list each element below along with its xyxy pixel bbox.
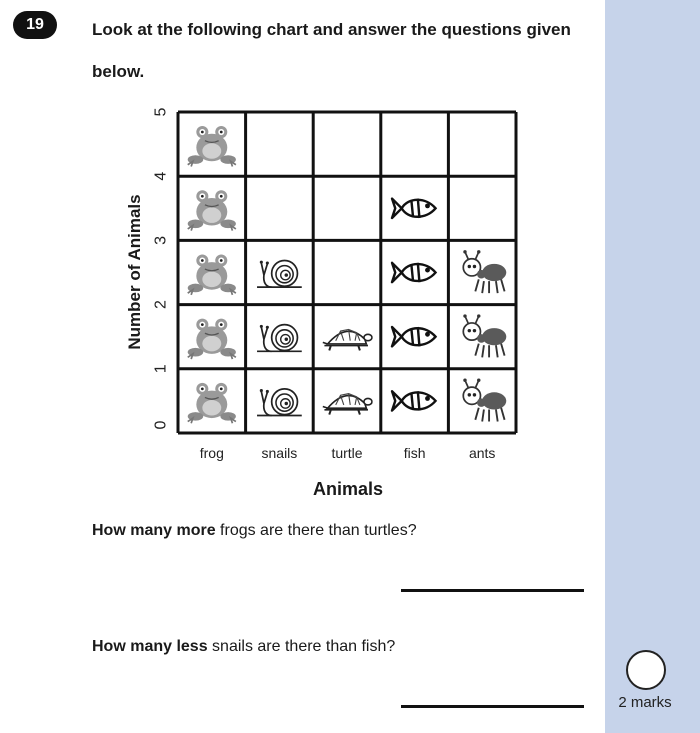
turtle-icon [323, 394, 372, 415]
x-category-label: fish [403, 445, 426, 461]
x-category-label: ants [468, 445, 496, 461]
question-1 [92, 522, 417, 540]
question-2-emphasis: How many less [92, 638, 208, 655]
ant-icon [463, 250, 506, 293]
marks-label: 2 marks [618, 694, 672, 711]
ant-icon [463, 314, 506, 357]
question-number-badge: 19 [13, 11, 57, 39]
snail-icon [257, 260, 302, 287]
answer-line-2[interactable] [401, 705, 584, 708]
y-tick-label: 3 [152, 235, 170, 245]
x-axis-title: Animals [312, 479, 384, 499]
y-tick-label: 2 [152, 300, 170, 310]
question-2 [92, 638, 395, 656]
snail-icon [257, 389, 302, 416]
frog-icon [188, 254, 236, 294]
question-2-text: snails are there than fish? [207, 638, 396, 655]
question-1-emphasis: How many more [92, 522, 216, 539]
fish-icon [392, 263, 436, 282]
prompt-line-2: below. [92, 62, 145, 81]
x-category-label: frog [199, 445, 224, 461]
ant-icon [463, 379, 506, 422]
fish-icon [392, 199, 436, 218]
prompt-line-1: Look at the following chart and answer the questions given [92, 20, 571, 39]
margin-sidebar [605, 0, 700, 733]
frog-icon [188, 383, 236, 423]
snail-icon [257, 325, 302, 352]
marks-circle[interactable] [626, 650, 666, 690]
frog-icon [188, 126, 236, 166]
answer-line-1[interactable] [401, 589, 584, 592]
y-tick-label: 5 [152, 107, 170, 117]
frog-icon [188, 190, 236, 230]
x-category-label: snails [261, 445, 298, 461]
x-category-label: turtle [331, 445, 363, 461]
y-tick-label: 1 [152, 364, 170, 374]
question-1-text: frogs are there than turtles? [215, 522, 417, 539]
y-tick-label: 4 [152, 171, 170, 181]
fish-icon [392, 327, 436, 346]
y-tick-label: 0 [152, 420, 170, 430]
fish-icon [392, 391, 436, 410]
turtle-icon [323, 329, 372, 350]
frog-icon [188, 319, 236, 359]
y-axis-title: Number of Animals [125, 194, 144, 350]
